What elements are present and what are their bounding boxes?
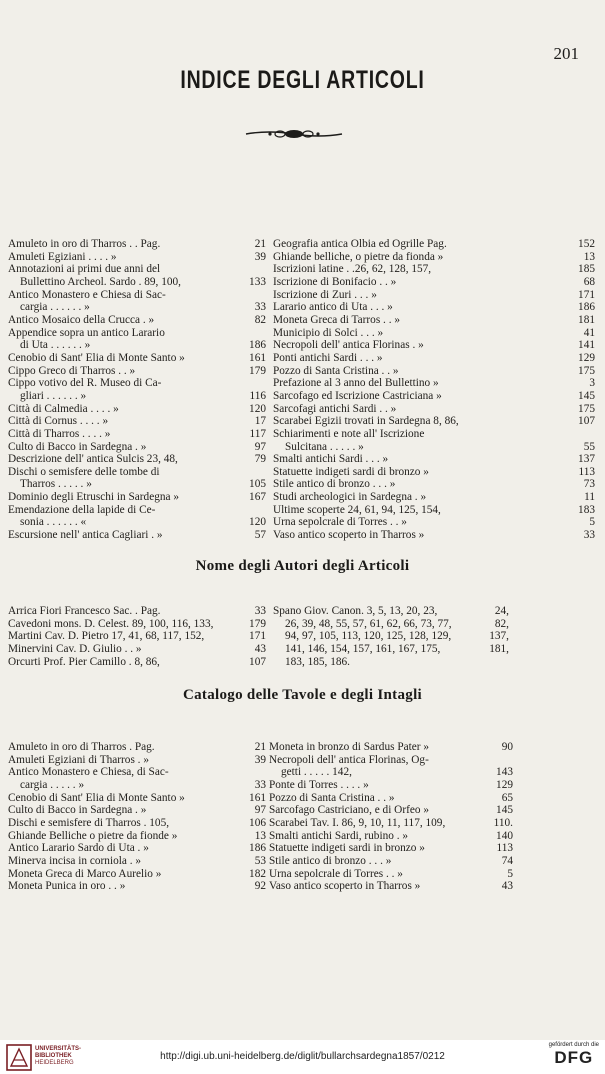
index-entry bbox=[8, 478, 266, 491]
entry-title: Sarcofagi antichi Sardi . . » bbox=[273, 402, 397, 415]
entry-title: Cavedoni mons. D. Celest. 89, 100, 116, 133, bbox=[8, 617, 214, 630]
index-entry bbox=[8, 643, 266, 656]
entry-title: Descrizione dell' antica Sulcis 23, 48, bbox=[8, 453, 178, 466]
entry-title: Ghiande Belliche o pietre da fionde » bbox=[8, 829, 178, 842]
entry-title: Geografia antica Olbia ed Ogrille Pag. bbox=[273, 238, 447, 250]
index-entry bbox=[273, 314, 595, 327]
index-entry bbox=[273, 276, 595, 289]
entry-title: Moneta Greca di Marco Aurelio » bbox=[8, 867, 162, 880]
entry-page: 140 bbox=[496, 829, 513, 842]
entry-page: 90 bbox=[501, 741, 513, 753]
entry-title: Scarabei Egizii trovati in Sardegna 8, 86, bbox=[273, 415, 459, 428]
entry-page: 33 bbox=[583, 529, 595, 542]
index-entry bbox=[8, 618, 266, 631]
entry-title: Scarabei Tav. I. 86, 9, 10, 11, 117, 109, bbox=[269, 816, 446, 829]
entry-page: 21 bbox=[254, 238, 266, 250]
entry-title: Studi archeologici in Sardegna . » bbox=[273, 491, 427, 504]
index-entry bbox=[8, 276, 266, 289]
entry-page: 68 bbox=[583, 275, 595, 288]
entry-title: Minerva incisa in corniola . » bbox=[8, 854, 142, 867]
index-entry bbox=[269, 868, 513, 881]
index-entry bbox=[8, 516, 266, 529]
entry-page: 43 bbox=[254, 642, 266, 655]
entry-title: Sarcofago Castriciano, e di Orfeo » bbox=[269, 804, 429, 817]
entry-page: 11 bbox=[584, 491, 595, 504]
entry-title: cargia . . . . . . » bbox=[20, 301, 90, 314]
index-entry bbox=[8, 365, 266, 378]
index-entry bbox=[8, 289, 266, 302]
entry-title: Emendazione della lapide di Ce- bbox=[8, 503, 156, 516]
entry-page: 5 bbox=[507, 867, 513, 880]
entry-page: 3 bbox=[589, 377, 595, 390]
entry-title: Vaso antico scoperto in Tharros » bbox=[269, 880, 421, 893]
plates-right-column bbox=[269, 741, 513, 893]
index-entry bbox=[273, 428, 595, 441]
entry-page: 185 bbox=[578, 263, 595, 276]
index-entry bbox=[8, 403, 266, 416]
entry-page: 33 bbox=[254, 778, 266, 791]
ornament-divider-icon bbox=[244, 128, 344, 140]
index-entry bbox=[8, 855, 266, 868]
entry-title: Smalti antichi Sardi, rubino . » bbox=[269, 829, 408, 842]
entry-title: Antico Monastero e Chiesa di Sac- bbox=[8, 288, 166, 301]
entry-page: 120 bbox=[249, 402, 266, 415]
authors-heading: Nome degli Autori degli Articoli bbox=[195, 558, 410, 574]
entry-page: 43 bbox=[501, 880, 513, 893]
entry-title: Iscrizioni latine . .26, 62, 128, 157, bbox=[273, 263, 432, 276]
index-entry bbox=[8, 880, 266, 893]
index-entry bbox=[273, 327, 595, 340]
entry-title: Antico Monastero e Chiesa, di Sac- bbox=[8, 766, 169, 779]
entry-page bbox=[262, 466, 266, 479]
entry-title: Urna sepolcrale di Torres . . » bbox=[273, 516, 407, 529]
entry-page: 41 bbox=[583, 326, 595, 339]
entry-title: 94, 97, 105, 113, 120, 125, 128, 129, bbox=[285, 630, 452, 643]
index-entry bbox=[269, 804, 513, 817]
index-entry bbox=[8, 656, 266, 669]
entry-page: 182 bbox=[249, 867, 266, 880]
entry-title: Pozzo di Santa Cristina . . » bbox=[269, 791, 395, 804]
index-entry bbox=[273, 263, 595, 276]
index-entry bbox=[8, 842, 266, 855]
library-name: UNIVERSITÄTS- BIBLIOTHEK HEIDELBERG bbox=[35, 1046, 82, 1066]
entry-title: Vaso antico scoperto in Tharros » bbox=[273, 529, 425, 542]
index-entry bbox=[273, 415, 595, 428]
index-entry bbox=[273, 478, 595, 491]
entry-title: Città di Cornus . . . . » bbox=[8, 415, 109, 428]
entry-title: Sarcofago ed Iscrizione Castriciana » bbox=[273, 389, 442, 402]
entry-page: 186 bbox=[249, 842, 266, 855]
index-entry bbox=[273, 289, 595, 302]
entry-page: 171 bbox=[249, 630, 266, 643]
entry-title: Moneta Punica in oro . . » bbox=[8, 880, 126, 893]
entry-page: 116 bbox=[249, 389, 266, 402]
entry-page: 143 bbox=[496, 766, 513, 779]
index-entry bbox=[273, 403, 595, 416]
entry-title: Amuleti Egiziani . . . . » bbox=[8, 250, 117, 263]
entry-title: Schiarimenti e note all' Iscrizione bbox=[273, 427, 425, 440]
entry-title: Amuleto in oro di Tharros . Pag. bbox=[8, 741, 155, 753]
index-entry bbox=[8, 415, 266, 428]
entry-page: 152 bbox=[578, 238, 595, 250]
entry-page: 129 bbox=[578, 351, 595, 364]
index-entry bbox=[269, 779, 513, 792]
entry-page: 175 bbox=[578, 364, 595, 377]
entry-title: Larario antico di Uta . . . » bbox=[273, 301, 393, 314]
index-entry bbox=[8, 830, 266, 843]
index-entry bbox=[8, 453, 266, 466]
entry-page: 181, bbox=[489, 642, 509, 655]
entry-page: 113 bbox=[496, 842, 513, 855]
entry-title: Statuette indigeti sardi di bronzo » bbox=[273, 465, 429, 478]
entry-title: Smalti antichi Sardi . . . » bbox=[273, 453, 389, 466]
entry-page: 79 bbox=[254, 453, 266, 466]
entry-page: 161 bbox=[249, 791, 266, 804]
entry-title: Sulcitana . . . . . » bbox=[285, 440, 364, 453]
entry-title: Cippo votivo del R. Museo di Ca- bbox=[8, 377, 162, 390]
articles-right-column bbox=[273, 238, 595, 542]
index-entry bbox=[8, 817, 266, 830]
entry-page bbox=[262, 766, 266, 779]
entry-title: Prefazione al 3 anno del Bullettino » bbox=[273, 377, 439, 390]
entry-title: Antico Larario Sardo di Uta . » bbox=[8, 842, 149, 855]
authors-right-column bbox=[273, 605, 509, 668]
index-entry bbox=[273, 365, 595, 378]
index-entry bbox=[8, 792, 266, 805]
entry-page: 5 bbox=[589, 516, 595, 529]
index-entry bbox=[273, 377, 595, 390]
entry-page: 113 bbox=[578, 465, 595, 478]
entry-title: Appendice sopra un antico Larario bbox=[8, 326, 165, 339]
index-entry bbox=[8, 263, 266, 276]
entry-title: Amuleti Egiziani di Tharros . » bbox=[8, 753, 149, 766]
entry-page: 110. bbox=[493, 816, 513, 829]
index-entry bbox=[273, 504, 595, 517]
entry-title: Martini Cav. D. Pietro 17, 41, 68, 117, 152, bbox=[8, 630, 205, 643]
index-entry bbox=[273, 516, 595, 529]
entry-page: 33 bbox=[254, 301, 266, 314]
entry-title: Minervini Cav. D. Giulio . . » bbox=[8, 642, 142, 655]
entry-page bbox=[262, 327, 266, 340]
index-entry bbox=[273, 656, 509, 669]
entry-title: di Uta . . . . . . » bbox=[20, 339, 91, 352]
index-entry bbox=[269, 842, 513, 855]
entry-page: 133 bbox=[249, 275, 266, 288]
index-entry bbox=[8, 868, 266, 881]
entry-page: 107 bbox=[578, 415, 595, 428]
index-entry bbox=[273, 352, 595, 365]
entry-title: Tharros . . . . . » bbox=[20, 478, 92, 491]
entry-page: 107 bbox=[249, 655, 266, 668]
articles-left-column bbox=[8, 238, 266, 542]
page-title: INDICE DEGLI ARTICOLI bbox=[180, 66, 425, 94]
entry-page: 39 bbox=[254, 753, 266, 766]
index-entry bbox=[8, 504, 266, 517]
entry-title: Stile antico di bronzo . . . » bbox=[269, 854, 392, 867]
index-entry bbox=[269, 741, 513, 754]
index-entry bbox=[273, 643, 509, 656]
index-entry bbox=[8, 428, 266, 441]
index-entry bbox=[8, 238, 266, 251]
entry-title: Ponte di Torres . . . . » bbox=[269, 778, 369, 791]
authors-left-column bbox=[8, 605, 266, 668]
index-entry bbox=[269, 817, 513, 830]
entry-page: 179 bbox=[249, 364, 266, 377]
entry-title: Municipio di Solci . . . » bbox=[273, 326, 384, 339]
entry-page bbox=[591, 428, 595, 441]
entry-page: 13 bbox=[583, 250, 595, 263]
index-entry bbox=[8, 766, 266, 779]
entry-page: 141 bbox=[578, 339, 595, 352]
index-entry bbox=[8, 466, 266, 479]
entry-page: 24, bbox=[494, 605, 509, 617]
entry-page: 137, bbox=[489, 630, 509, 643]
index-entry bbox=[273, 251, 595, 264]
entry-page: 145 bbox=[496, 804, 513, 817]
funder-logo: gefördert durch die DFG bbox=[548, 1042, 599, 1067]
plates-heading: Catalogo delle Tavole e degli Intagli bbox=[182, 687, 423, 703]
entry-title: cargia . . . . . » bbox=[20, 778, 85, 791]
index-entry bbox=[8, 529, 266, 542]
entry-page: 179 bbox=[249, 617, 266, 630]
index-entry bbox=[273, 605, 509, 618]
entry-page bbox=[509, 754, 513, 767]
entry-title: Cenobio di Sant' Elia di Monte Santo » bbox=[8, 791, 185, 804]
entry-title: Culto di Bacco in Sardegna . » bbox=[8, 440, 147, 453]
entry-page: 181 bbox=[578, 313, 595, 326]
entry-title: 26, 39, 48, 55, 57, 61, 62, 66, 73, 77, bbox=[285, 617, 452, 630]
entry-page: 161 bbox=[249, 351, 266, 364]
entry-page: 53 bbox=[254, 854, 266, 867]
entry-title: Stile antico di bronzo . . . » bbox=[273, 478, 396, 491]
index-entry bbox=[269, 754, 513, 767]
index-entry bbox=[8, 804, 266, 817]
entry-title: Necropoli dell' antica Florinas, Og- bbox=[269, 753, 429, 766]
index-entry bbox=[269, 792, 513, 805]
entry-title: Spano Giov. Canon. 3, 5, 13, 20, 23, bbox=[273, 605, 438, 617]
entry-page: 106 bbox=[249, 816, 266, 829]
entry-title: 183, 185, 186. bbox=[285, 655, 350, 668]
entry-page: 17 bbox=[254, 415, 266, 428]
index-entry bbox=[8, 779, 266, 792]
index-entry bbox=[269, 830, 513, 843]
index-entry bbox=[273, 529, 595, 542]
entry-page: 137 bbox=[578, 453, 595, 466]
index-entry bbox=[273, 390, 595, 403]
entry-title: Pozzo di Santa Cristina . . » bbox=[273, 364, 399, 377]
entry-page: 105 bbox=[249, 478, 266, 491]
entry-title: Ponti antichi Sardi . . . » bbox=[273, 351, 383, 364]
entry-title: Cippo Greco di Tharros . . » bbox=[8, 364, 136, 377]
entry-title: Escursione nell' antica Cagliari . » bbox=[8, 529, 163, 542]
entry-title: Moneta Greca di Tarros . . » bbox=[273, 313, 400, 326]
entry-title: Antico Mosaico della Crucca . » bbox=[8, 313, 155, 326]
entry-page: 13 bbox=[254, 829, 266, 842]
entry-page bbox=[262, 289, 266, 302]
entry-title: Statuette indigeti sardi in bronzo » bbox=[269, 842, 425, 855]
entry-page: 92 bbox=[254, 880, 266, 893]
entry-title: Dischi e semisfere di Tharros . 105, bbox=[8, 816, 170, 829]
entry-title: Ghiande belliche, o pietre da fionda » bbox=[273, 250, 444, 263]
entry-page: 82 bbox=[254, 313, 266, 326]
entry-title: Cenobio di Sant' Elia di Monte Santo » bbox=[8, 351, 185, 364]
plates-left-column bbox=[8, 741, 266, 893]
index-entry bbox=[8, 314, 266, 327]
index-entry bbox=[273, 453, 595, 466]
entry-page bbox=[262, 377, 266, 390]
index-entry bbox=[273, 618, 509, 631]
entry-title: Dominio degli Etruschi in Sardegna » bbox=[8, 491, 179, 504]
entry-page: 183 bbox=[578, 503, 595, 516]
entry-page: 186 bbox=[249, 339, 266, 352]
index-entry bbox=[273, 238, 595, 251]
index-entry bbox=[273, 441, 595, 454]
entry-page: 167 bbox=[249, 491, 266, 504]
index-entry bbox=[8, 741, 266, 754]
entry-page: 186 bbox=[578, 301, 595, 314]
index-entry bbox=[273, 491, 595, 504]
entry-page: 117 bbox=[249, 427, 266, 440]
index-entry bbox=[269, 766, 513, 779]
entry-title: Bullettino Archeol. Sardo . 89, 100, bbox=[20, 275, 181, 288]
entry-page bbox=[262, 504, 266, 517]
entry-title: Città di Tharros . . . . » bbox=[8, 427, 111, 440]
entry-page: 175 bbox=[578, 402, 595, 415]
entry-page: 21 bbox=[254, 741, 266, 753]
index-entry bbox=[8, 327, 266, 340]
page-number: 201 bbox=[553, 44, 579, 63]
entry-page: 39 bbox=[254, 250, 266, 263]
index-entry bbox=[8, 491, 266, 504]
entry-title: Iscrizione di Zuri . . . » bbox=[273, 288, 377, 301]
index-entry bbox=[8, 301, 266, 314]
entry-page: 82, bbox=[494, 617, 509, 630]
index-entry bbox=[8, 352, 266, 365]
index-entry bbox=[269, 855, 513, 868]
entry-page: 145 bbox=[578, 389, 595, 402]
entry-page: 97 bbox=[254, 440, 266, 453]
entry-page: 129 bbox=[496, 778, 513, 791]
entry-page: 73 bbox=[583, 478, 595, 491]
entry-page: 120 bbox=[249, 516, 266, 529]
index-entry bbox=[8, 630, 266, 643]
entry-title: Orcurti Prof. Pier Camillo . 8, 86, bbox=[8, 655, 160, 668]
entry-title: Urna sepolcrale di Torres . . » bbox=[269, 867, 403, 880]
index-entry bbox=[273, 466, 595, 479]
entry-page bbox=[505, 656, 509, 669]
entry-title: Città di Calmedia . . . . » bbox=[8, 402, 119, 415]
source-url[interactable]: http://digi.ub.uni-heidelberg.de/diglit/bullarchsardegna1857/0212 bbox=[160, 1051, 445, 1062]
entry-title: Amuleto in oro di Tharros . . Pag. bbox=[8, 238, 161, 250]
entry-page: 97 bbox=[254, 804, 266, 817]
index-entry bbox=[8, 251, 266, 264]
index-entry bbox=[8, 390, 266, 403]
index-entry bbox=[8, 754, 266, 767]
entry-page: 33 bbox=[254, 605, 266, 617]
entry-title: Culto di Bacco in Sardegna . » bbox=[8, 804, 147, 817]
index-entry bbox=[8, 605, 266, 618]
index-entry bbox=[273, 301, 595, 314]
index-entry bbox=[8, 339, 266, 352]
entry-title: Necropoli dell' antica Florinas . » bbox=[273, 339, 424, 352]
entry-title: Dischi o semisfere delle tombe di bbox=[8, 465, 160, 478]
entry-title: Moneta in bronzo di Sardus Pater » bbox=[269, 741, 430, 753]
index-entry bbox=[8, 377, 266, 390]
footer-bar bbox=[0, 1040, 605, 1074]
entry-page: 55 bbox=[583, 440, 595, 453]
index-entry bbox=[269, 880, 513, 893]
entry-title: gliari . . . . . . » bbox=[20, 389, 87, 402]
entry-title: Iscrizione di Bonifacio . . » bbox=[273, 275, 397, 288]
index-entry bbox=[8, 441, 266, 454]
index-entry bbox=[273, 630, 509, 643]
entry-title: Annotazioni ai primi due anni del bbox=[8, 263, 161, 276]
entry-title: Arrica Fiori Francesco Sac. . Pag. bbox=[8, 605, 161, 617]
entry-page: 65 bbox=[501, 791, 513, 804]
entry-title: getti . . . . . 142, bbox=[281, 766, 352, 779]
index-entry bbox=[273, 339, 595, 352]
entry-page: 57 bbox=[254, 529, 266, 542]
entry-page: 74 bbox=[501, 854, 513, 867]
entry-title: Ultime scoperte 24, 61, 94, 125, 154, bbox=[273, 503, 441, 516]
entry-page bbox=[262, 263, 266, 276]
entry-title: 141, 146, 154, 157, 161, 167, 175, bbox=[285, 642, 441, 655]
entry-page: 171 bbox=[578, 288, 595, 301]
entry-title: sonia . . . . . . « bbox=[20, 516, 87, 529]
